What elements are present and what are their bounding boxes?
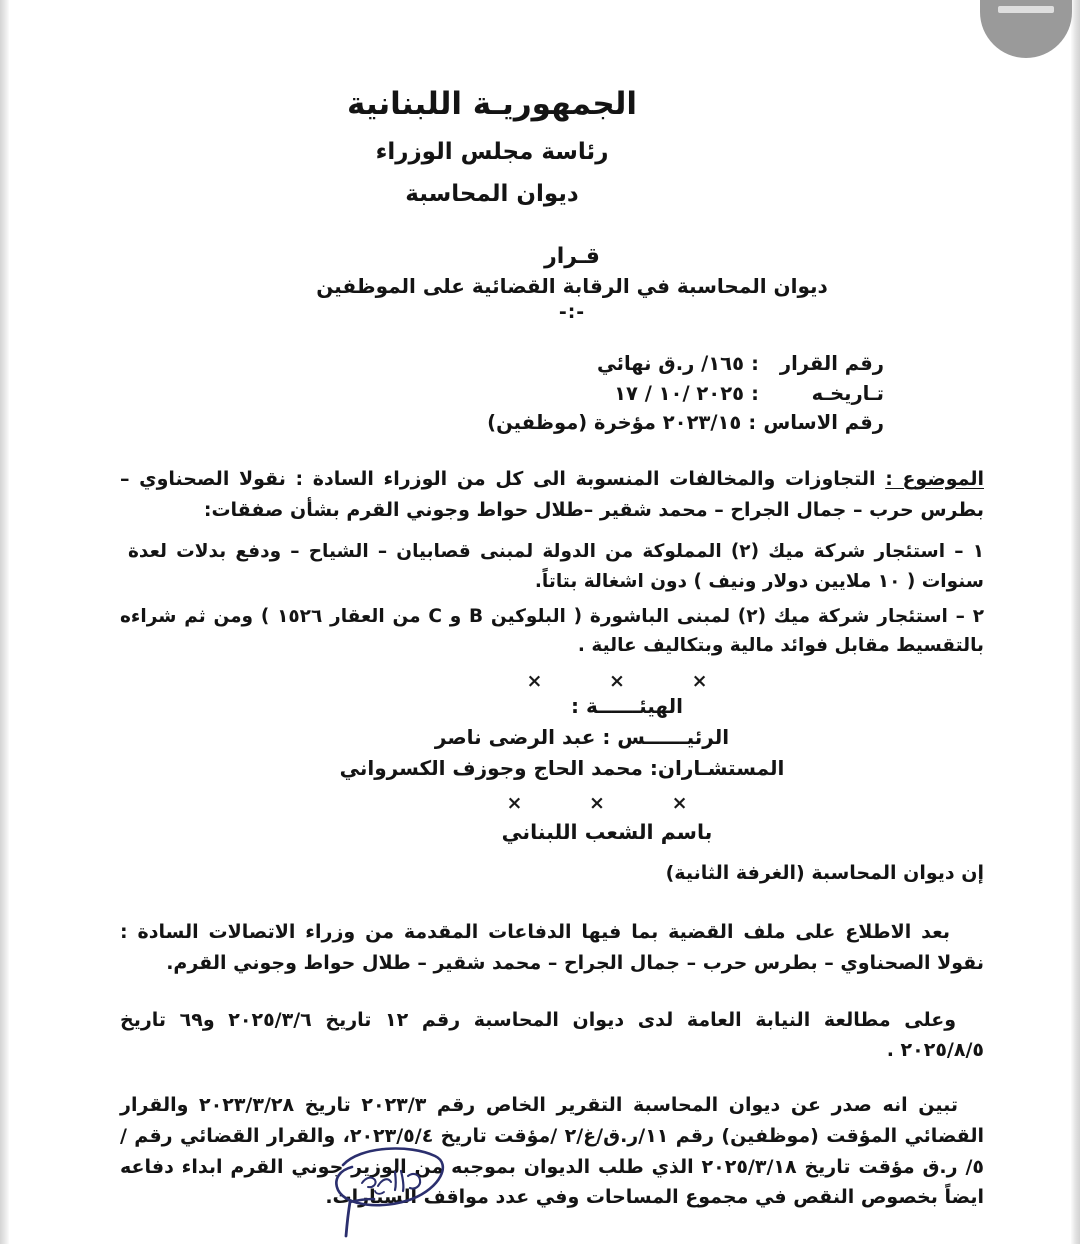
subject-paragraph bbox=[120, 464, 984, 526]
panel-president-row bbox=[120, 725, 984, 749]
letterhead-republic: الجمهوريـة اللبنانية bbox=[347, 86, 637, 122]
subject-text: التجاوزات والمخالفات المنسوبة الى كل من الوزراء السادة : نقولا الصحناوي – بطرس حرب – جمال الجراح – محمد شقير –طلال حواط وجوني القرم بشأن صفقات: bbox=[120, 467, 984, 521]
in-the-name-of-the-people: باسم الشعب اللبناني bbox=[501, 820, 713, 845]
reference-label: تـاريخـه bbox=[811, 381, 884, 405]
letterhead bbox=[120, 84, 984, 210]
decision-title-word: قـرار bbox=[544, 244, 600, 270]
section-separator-marks: × × × bbox=[526, 670, 738, 693]
paragraph-court: إن ديوان المحاسبة (الغرفة الثانية) bbox=[665, 862, 984, 885]
decision-title-rule: -:- bbox=[558, 301, 586, 324]
reference-row-decision-number bbox=[120, 349, 984, 379]
panel-president-name: عبد الرضى ناصر bbox=[434, 725, 596, 750]
violations-list bbox=[120, 537, 984, 660]
letterhead-court-of-audit: ديوان المحاسبة bbox=[405, 181, 579, 208]
panel-advisors-names: محمد الحاج وجوزف الكسرواني bbox=[339, 756, 643, 781]
finding-lead-word: تبين bbox=[918, 1094, 959, 1117]
reference-value: ٢٠٢٥ /١٠ / ١٧ bbox=[614, 381, 744, 405]
handwritten-signature bbox=[300, 1136, 530, 1240]
paragraph-review: بعد الاطلاع على ملف القضية بما فيها الدفاعات المقدمة من وزراء الاتصالات السادة : نقولا الصحناوي – بطرس حرب – جمال الجراح – محمد شقير – طلال حواط وجوني القرم. bbox=[120, 921, 984, 974]
section-separator-marks-second: × × × bbox=[506, 792, 718, 815]
reference-separator: : bbox=[751, 381, 759, 405]
paragraph-finding bbox=[120, 1090, 984, 1213]
reference-block bbox=[120, 349, 984, 438]
panel-heading: الهيئــــــة : bbox=[570, 694, 683, 719]
reference-value: ٢٠٢٣/١٥ مؤخرة (موظفين) bbox=[487, 411, 742, 435]
list-item: ١ – استئجار شركة ميك (٢) المملوكة من الدولة لمبنى قصابيان – الشياح – ودفع بدلات لعدة سنوات ( ١٠ ملايين دولار ونيف ) دون اشغالة بتاتاً. bbox=[128, 541, 984, 592]
list-item: ٢ – استئجار شركة ميك (٢) لمبنى الباشورة ( البلوكين B و C من العقار ١٥٢٦ ) ومن ثم شراءه بالتقسيط مقابل فوائد مالية وبتكاليف عالية . bbox=[120, 605, 984, 657]
panel-advisors-row bbox=[120, 756, 984, 780]
decision-title bbox=[120, 244, 984, 323]
reference-label: رقم الاساس bbox=[763, 411, 884, 435]
finding-text: انه صدر عن ديوان المحاسبة التقرير الخاص رقم ٢٠٢٣/٣ تاريخ ٢٠٢٣/٣/٢٨ والقرار القضائي المؤقت (موظفين) رقم ١١/ر.ق/غ/٢ /مؤقت تاريخ ٢٠٢٣/٥/٤، والقرار القضائي رقم /٥/ ر.ق مؤقت تاريخ ٢٠٢٥/٣/١٨ الذي طلب الديوان بموجبه من الوزير جوني القرم ابداء دفاعه ايضاً بخصوص النقص في مجموع المساحات وفي عدد مواقف السيارات. bbox=[120, 1094, 984, 1209]
reference-row-date bbox=[120, 379, 984, 409]
letterhead-presidency: رئاسة مجلس الوزراء bbox=[375, 139, 609, 166]
reference-separator: : bbox=[751, 352, 759, 376]
panel-advisors-label: المستشـاران: bbox=[649, 756, 785, 781]
reference-row-base-number bbox=[120, 408, 984, 438]
paragraph-prosecution-claim: وعلى مطالعة النيابة العامة لدى ديوان المحاسبة رقم ١٢ تاريخ ٢٠٢٥/٣/٦ و٦٩ تاريخ ٢٠٢٥/٨/٥ . bbox=[120, 1008, 984, 1062]
panel-block bbox=[120, 694, 984, 780]
reference-label: رقم القرار bbox=[779, 352, 884, 376]
reference-value: ١٦٥/ ر.ق نهائي bbox=[596, 352, 744, 376]
panel-president-label: الرئيــــــس : bbox=[602, 725, 730, 750]
subject-label: الموضوع : bbox=[885, 467, 984, 490]
decision-title-subtitle: ديوان المحاسبة في الرقابة القضائية على الموظفين bbox=[316, 274, 828, 299]
reference-separator: : bbox=[748, 411, 757, 435]
